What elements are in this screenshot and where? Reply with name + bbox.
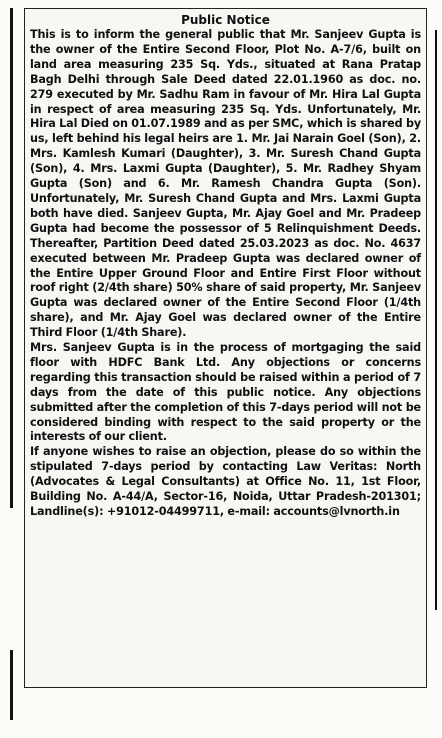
column-rule-left [10,8,13,508]
notice-paragraph-2: Mrs. Sanjeev Gupta is in the process of mortgaging the said floor with HDFC Bank Ltd. Any objections or concerns regarding this transaction should be raised within a period of 7 days from the date of this public notice. Any objections submitted after the completion of this 7-days period will not be considered binding with respect to the said property or the interests of our client. [30,341,421,444]
notice-title: Public Notice [181,13,270,27]
notice-paragraph-3: If anyone wishes to raise an objection, please do so within the stipulated 7-days period by contacting Law Veritas: North (Advocates & Legal Consultants) at Office No. 11, 1st Floor, Building No. A-44/A, Sector-16, Noida, Uttar Pradesh-201301; Landline(s): +91012-04499711, e-mail: accounts@lvnorth.in [30,445,421,518]
column-rule-right [435,30,437,610]
public-notice-box [24,8,427,688]
notice-paragraph-1: This is to inform the general public that Mr. Sanjeev Gupta is the owner of the Entire Second Floor, Plot No. A-7/6, built on land area measuring 235 Sq. Yds., situated at Rana Pratap Bagh Delhi through Sale Deed dated 22.01.1960 as doc. no. 279 executed by Mr. Sadhu Ram in favour of Mr. Hira Lal Gupta in respect of area measuring 235 Sq. Yds. Unfortunately, Mr. Hira Lal Died on 01.07.1989 and as per SMC, which is shared by us, left behind his legal heirs are 1. Mr. Jai Narain Goel (Son), 2. Mrs. Kamlesh Kumari (Daughter), 3. Mr. Suresh Chand Gupta (Son), 4. Mrs. Laxmi Gupta (Daughter), 5. Mr. Radhey Shyam Gupta (Son) and 6. Mr. Ramesh Chandra Gupta (Son). Unfortunately, Mr. Suresh Chand Gupta and Mrs. Laxmi Gupta both have died. Sanjeev Gupta, Mr. Ajay Goel and Mr. Pradeep Gupta had become the possessor of 5 Relinquishment Deeds. Thereafter, Partition Deed dated 25.03.2023 as doc. No. 4637 executed between Mr. Pradeep Gupta was declared owner of the Entire Upper Ground Floor and Entire First Floor without roof right (2/4th share) 50% share of said property, Mr. Sanjeev Gupta was declared owner of the Entire Second Floor (1/4th share), and Mr. Ajay Goel was declared owner of the Entire Third Floor (1/4th Share). [30,28,421,340]
column-rule-left-lower [10,650,13,720]
